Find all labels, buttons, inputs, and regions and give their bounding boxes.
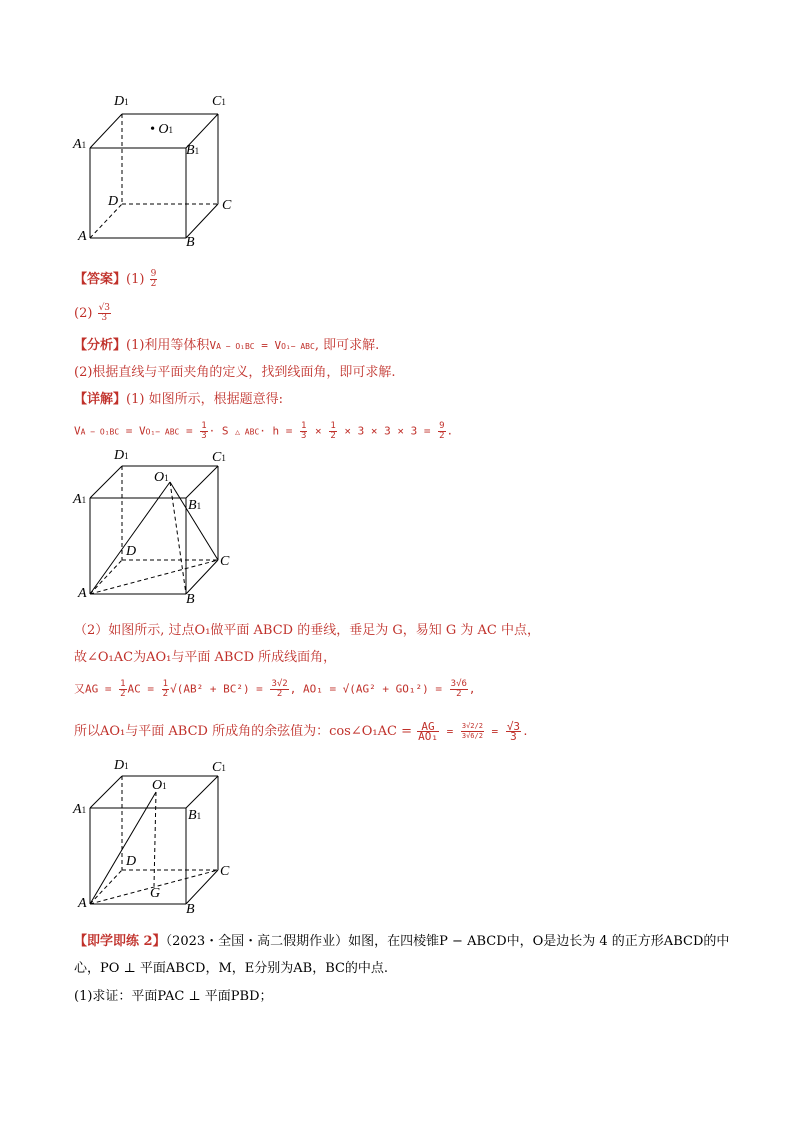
label-B1: B1 [188,808,202,823]
practice-line-1: 【即学即练 2】（2023・全国・高二假期作业）如图，在四棱锥P − ABCD中，O是边长为 4 的正方形ABCD的中 [74,934,730,949]
label-O1: • O1 [150,122,174,137]
label-B: B [186,592,195,607]
analysis-line-2: (2)根据直线与平面夹角的定义，找到线面角，即可求解. [74,365,396,380]
label-A: A [78,896,87,911]
part2-line-3: 又AG = $\frac{1}{2}$ AC = $\frac{1}{2}$ √(AB² + BC²) = $\frac{3√2}{2}$ , AO₁ = √(AG² + GO₁²) = $\frac{3√6}{2}$ , [74,679,476,699]
label-D: D [126,544,137,559]
answer-line-2: (2) $\frac{√3}{3}$ [74,303,111,323]
answer-1-fraction: $\frac{9}{2}$ [150,269,157,289]
label-D1: D1 [114,94,129,109]
label-A: A [78,229,87,244]
label-C: C [222,198,232,213]
label-O1: O1 [152,778,167,793]
label-C1: C1 [212,94,226,109]
label-G: G [150,886,161,901]
label-D: D [108,194,119,209]
detail-line-1: 【详解】(1) 如图所示，根据题意得: [74,392,283,407]
cube-figure-3 [70,758,250,918]
label-B1: B1 [186,143,200,158]
answer-line-1: 【答案】(1) $\frac{9}{2}$ [74,269,157,289]
label-B1: B1 [188,498,202,513]
label-C1: C1 [212,450,226,465]
cube-figure-2 [70,448,250,608]
label-C: C [220,554,230,569]
cube-diagram-1 [70,92,250,252]
label-C1: C1 [212,760,226,775]
label-C: C [220,864,230,879]
detail-line-2: VA − O₁BC = VO₁− ABC = $\frac{1}{3}$ · S △ ABC· h = $\frac{1}{3}$ × $\frac{1}{2}$ × 3 × 3 × 3 = $\frac{9}{2}$ . [74,421,454,441]
label-A1: A1 [73,492,87,507]
part2-line-2: 故∠O₁AC为AO₁与平面 ABCD 所成线面角， [74,650,337,665]
part2-line-1: （2）如图所示, 过点O₁做平面 ABCD 的垂线，垂足为 G，易知 G 为 AC 中点， [74,623,540,638]
label-O1: O1 [154,470,169,485]
label-B: B [186,902,195,917]
label-D: D [126,854,137,869]
label-B: B [186,235,195,250]
label-D1: D1 [114,448,129,463]
practice-line-2: 心，PO ⊥ 平面ABCD，M，E分别为AB，BC的中点. [74,961,389,976]
part2-line-4: 所以AO₁与平面 ABCD 所成角的余弦值为：cos∠O₁AC = $\frac{AG}{\text{AO₁}}$ = $\frac{3√2/2}{3√6/2}$ = $\frac{√3}{3}$ . [74,720,529,743]
analysis-line-1: 【分析】(1)利用等体积VA − O₁BC = VO₁− ABC, 即可求解. [74,338,380,353]
label-D1: D1 [114,758,129,773]
answer-2-fraction: $\frac{√3}{3}$ [98,303,111,323]
practice-line-3: (1)求证：平面PAC ⊥ 平面PBD； [74,989,273,1004]
label-A: A [78,586,87,601]
label-A1: A1 [73,802,87,817]
label-A1: A1 [73,137,87,152]
cube-figure-1 [70,92,250,252]
